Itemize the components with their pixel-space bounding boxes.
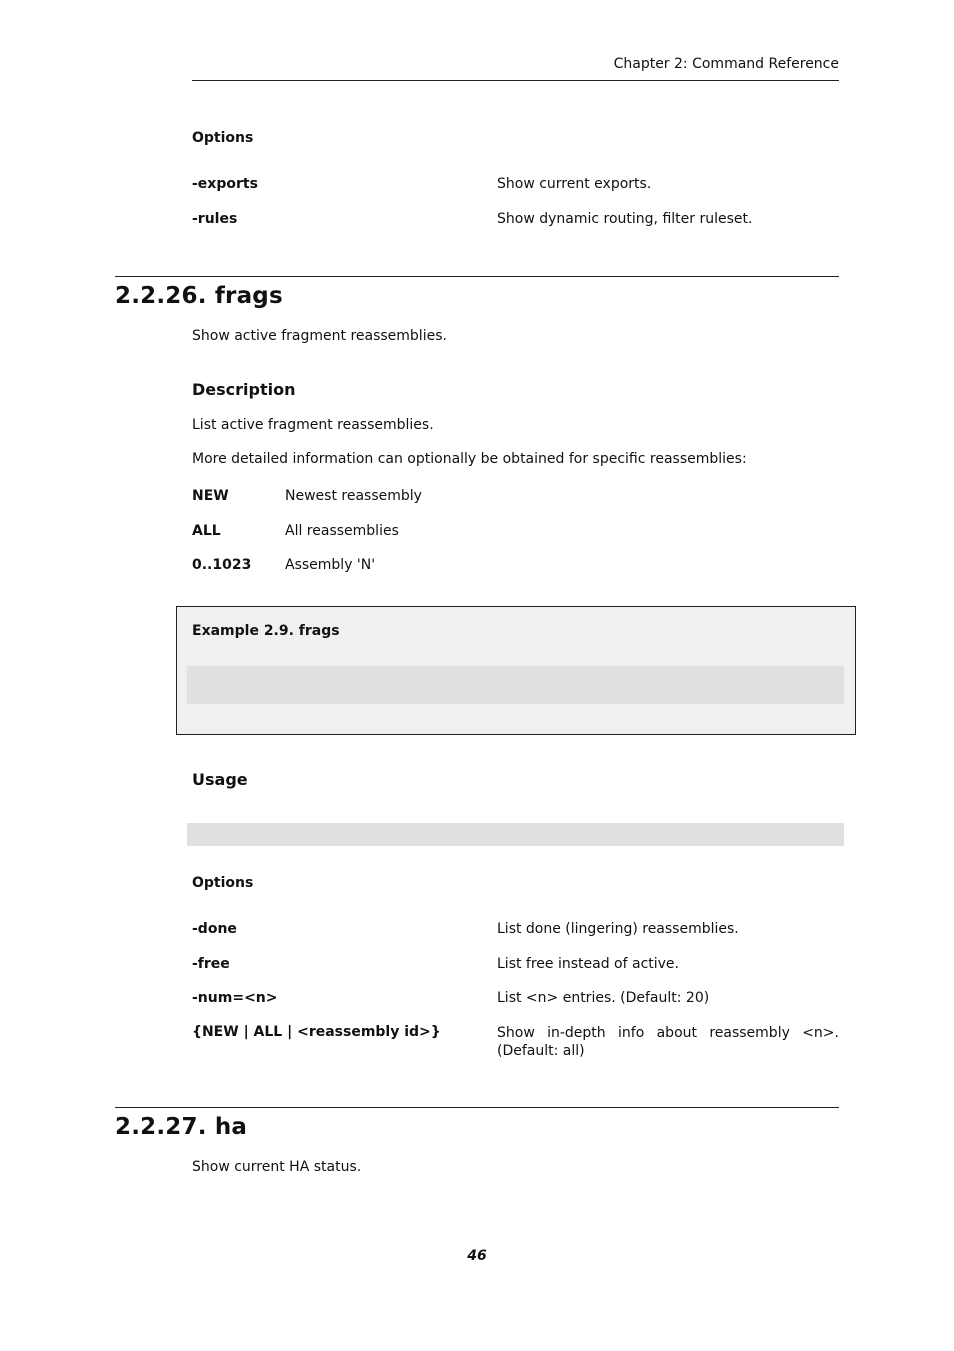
example-code-block bbox=[187, 666, 844, 704]
option-flag: -rules bbox=[192, 211, 238, 227]
option-flag: -exports bbox=[192, 176, 258, 192]
option-desc: List free instead of active. bbox=[497, 956, 679, 972]
section-divider bbox=[115, 276, 839, 277]
option-desc: List <n> entries. (Default: 20) bbox=[497, 990, 710, 1006]
usage-heading: Usage bbox=[192, 770, 248, 789]
option-desc: Show in-depth info about reassembly <n>. (Default: all) bbox=[497, 1025, 839, 1059]
running-header: Chapter 2: Command Reference bbox=[613, 56, 839, 72]
description-paragraph: More detailed information can optionally be obtained for specific reassemblies: bbox=[192, 451, 747, 467]
option-desc: List done (lingering) reassemblies. bbox=[497, 921, 739, 937]
example-title: Example 2.9. frags bbox=[192, 623, 340, 639]
option-flag: -num=<n> bbox=[192, 990, 278, 1006]
definition-desc: Assembly 'N' bbox=[285, 557, 376, 573]
section-title-ha: 2.2.27. ha bbox=[115, 1114, 248, 1140]
option-flag: -free bbox=[192, 956, 230, 972]
option-flag: -done bbox=[192, 921, 237, 937]
definition-term: 0..1023 bbox=[192, 557, 252, 573]
description-heading: Description bbox=[192, 380, 296, 399]
description-paragraph: List active fragment reassemblies. bbox=[192, 417, 434, 433]
header-divider bbox=[192, 80, 839, 81]
section-summary: Show active fragment reassemblies. bbox=[192, 328, 447, 344]
option-desc: Show current exports. bbox=[497, 176, 652, 192]
section-title-frags: 2.2.26. frags bbox=[115, 283, 283, 309]
page-number: 46 bbox=[467, 1248, 487, 1264]
option-flag: {NEW | ALL | <reassembly id>} bbox=[192, 1024, 441, 1040]
definition-term: ALL bbox=[192, 523, 221, 539]
definition-desc: All reassemblies bbox=[285, 523, 399, 539]
usage-code-block bbox=[187, 823, 844, 846]
definition-term: NEW bbox=[192, 488, 229, 504]
section-summary: Show current HA status. bbox=[192, 1159, 362, 1175]
options-heading-prev: Options bbox=[192, 130, 254, 146]
options-heading: Options bbox=[192, 875, 254, 891]
section-divider bbox=[115, 1107, 839, 1108]
option-desc: Show dynamic routing, filter ruleset. bbox=[497, 211, 753, 227]
definition-desc: Newest reassembly bbox=[285, 488, 422, 504]
